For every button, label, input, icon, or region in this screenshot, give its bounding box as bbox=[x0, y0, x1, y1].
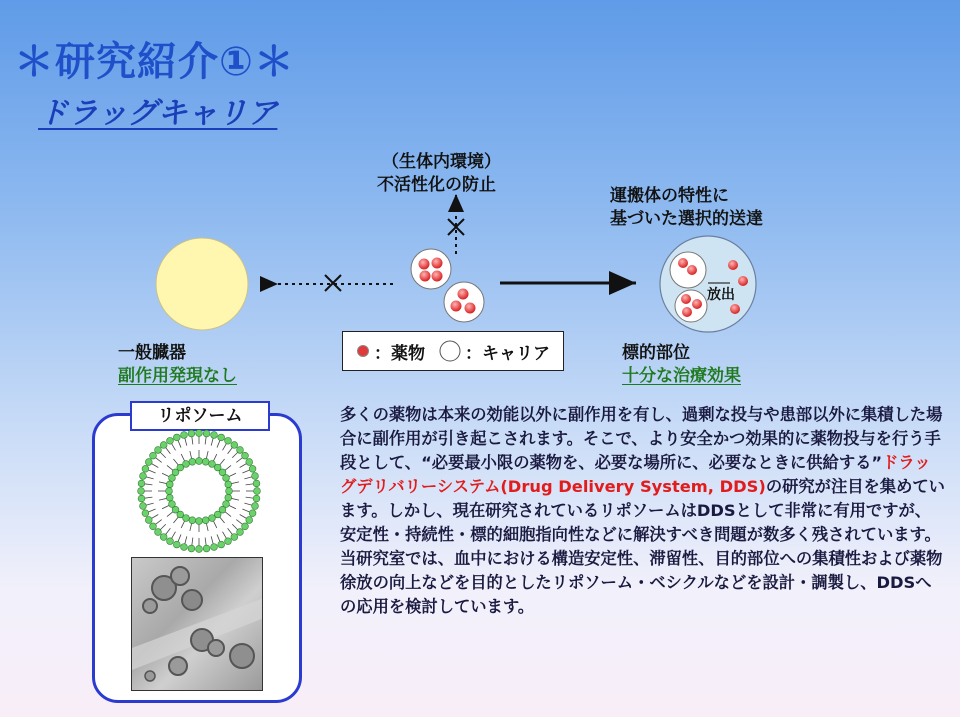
micrograph-image bbox=[131, 557, 263, 691]
drug-dot-icon bbox=[356, 344, 370, 358]
dds-highlight: ドラッグデリバリーシステム(Drug Delivery System, DDS) bbox=[340, 453, 931, 496]
page-title: ＊研究紹介①＊ bbox=[14, 39, 295, 85]
organ-effect: 副作用発現なし bbox=[118, 366, 237, 386]
env-label-2: 不活性化の防止 bbox=[377, 175, 496, 195]
legend-carrier bbox=[439, 339, 550, 364]
env-label-1: （生体内環境） bbox=[382, 152, 501, 172]
body-paragraph bbox=[340, 403, 946, 619]
micrograph-vesicles bbox=[132, 558, 263, 691]
body-part-1: 多くの薬物は本来の効能以外に副作用を有し、過剰な投与や患部以外に集積した場合に副作用が引き起こされます。そこで、より安全かつ効果的に薬物投与を行う手段として、“必要最小限の薬物を、必要な場所に、必要なときに供給する” bbox=[340, 405, 943, 472]
release-label: 放出 bbox=[707, 287, 735, 303]
target-label: 標的部位 bbox=[622, 343, 690, 363]
carrier-bottom bbox=[444, 282, 484, 322]
carrier-top bbox=[411, 249, 451, 289]
body-part-2: の研究が注目を集めています。しかし、現在研究されているリポソームはDDSとして非常に有用ですが、安定性・持続性・標的細胞指向性などに解決すべき問題が数多く残されています。当研究室では、血中における構造安定性、滞留性、目的部位への集積性および薬物徐放の向上などを目的としたリポソーム・ベシクルなどを設計・調製し、DDSへの応用を検討しています。 bbox=[340, 477, 945, 616]
organ-circle bbox=[156, 238, 248, 330]
page-subtitle: ドラッグキャリア bbox=[38, 96, 278, 131]
target-effect: 十分な治療効果 bbox=[622, 366, 741, 386]
legend-drug-label: ：薬物 bbox=[374, 343, 425, 364]
selective-label-2: 基づいた選択的送達 bbox=[610, 209, 763, 229]
legend-drug bbox=[356, 339, 425, 364]
legend-carrier-label: ：キャリア bbox=[465, 343, 550, 364]
selective-label-1: 運搬体の特性に bbox=[610, 186, 729, 206]
organ-label: 一般臓器 bbox=[118, 343, 186, 363]
carrier-circle-icon bbox=[439, 340, 461, 362]
liposome-tag: リポソーム bbox=[130, 401, 270, 431]
legend bbox=[342, 331, 564, 371]
